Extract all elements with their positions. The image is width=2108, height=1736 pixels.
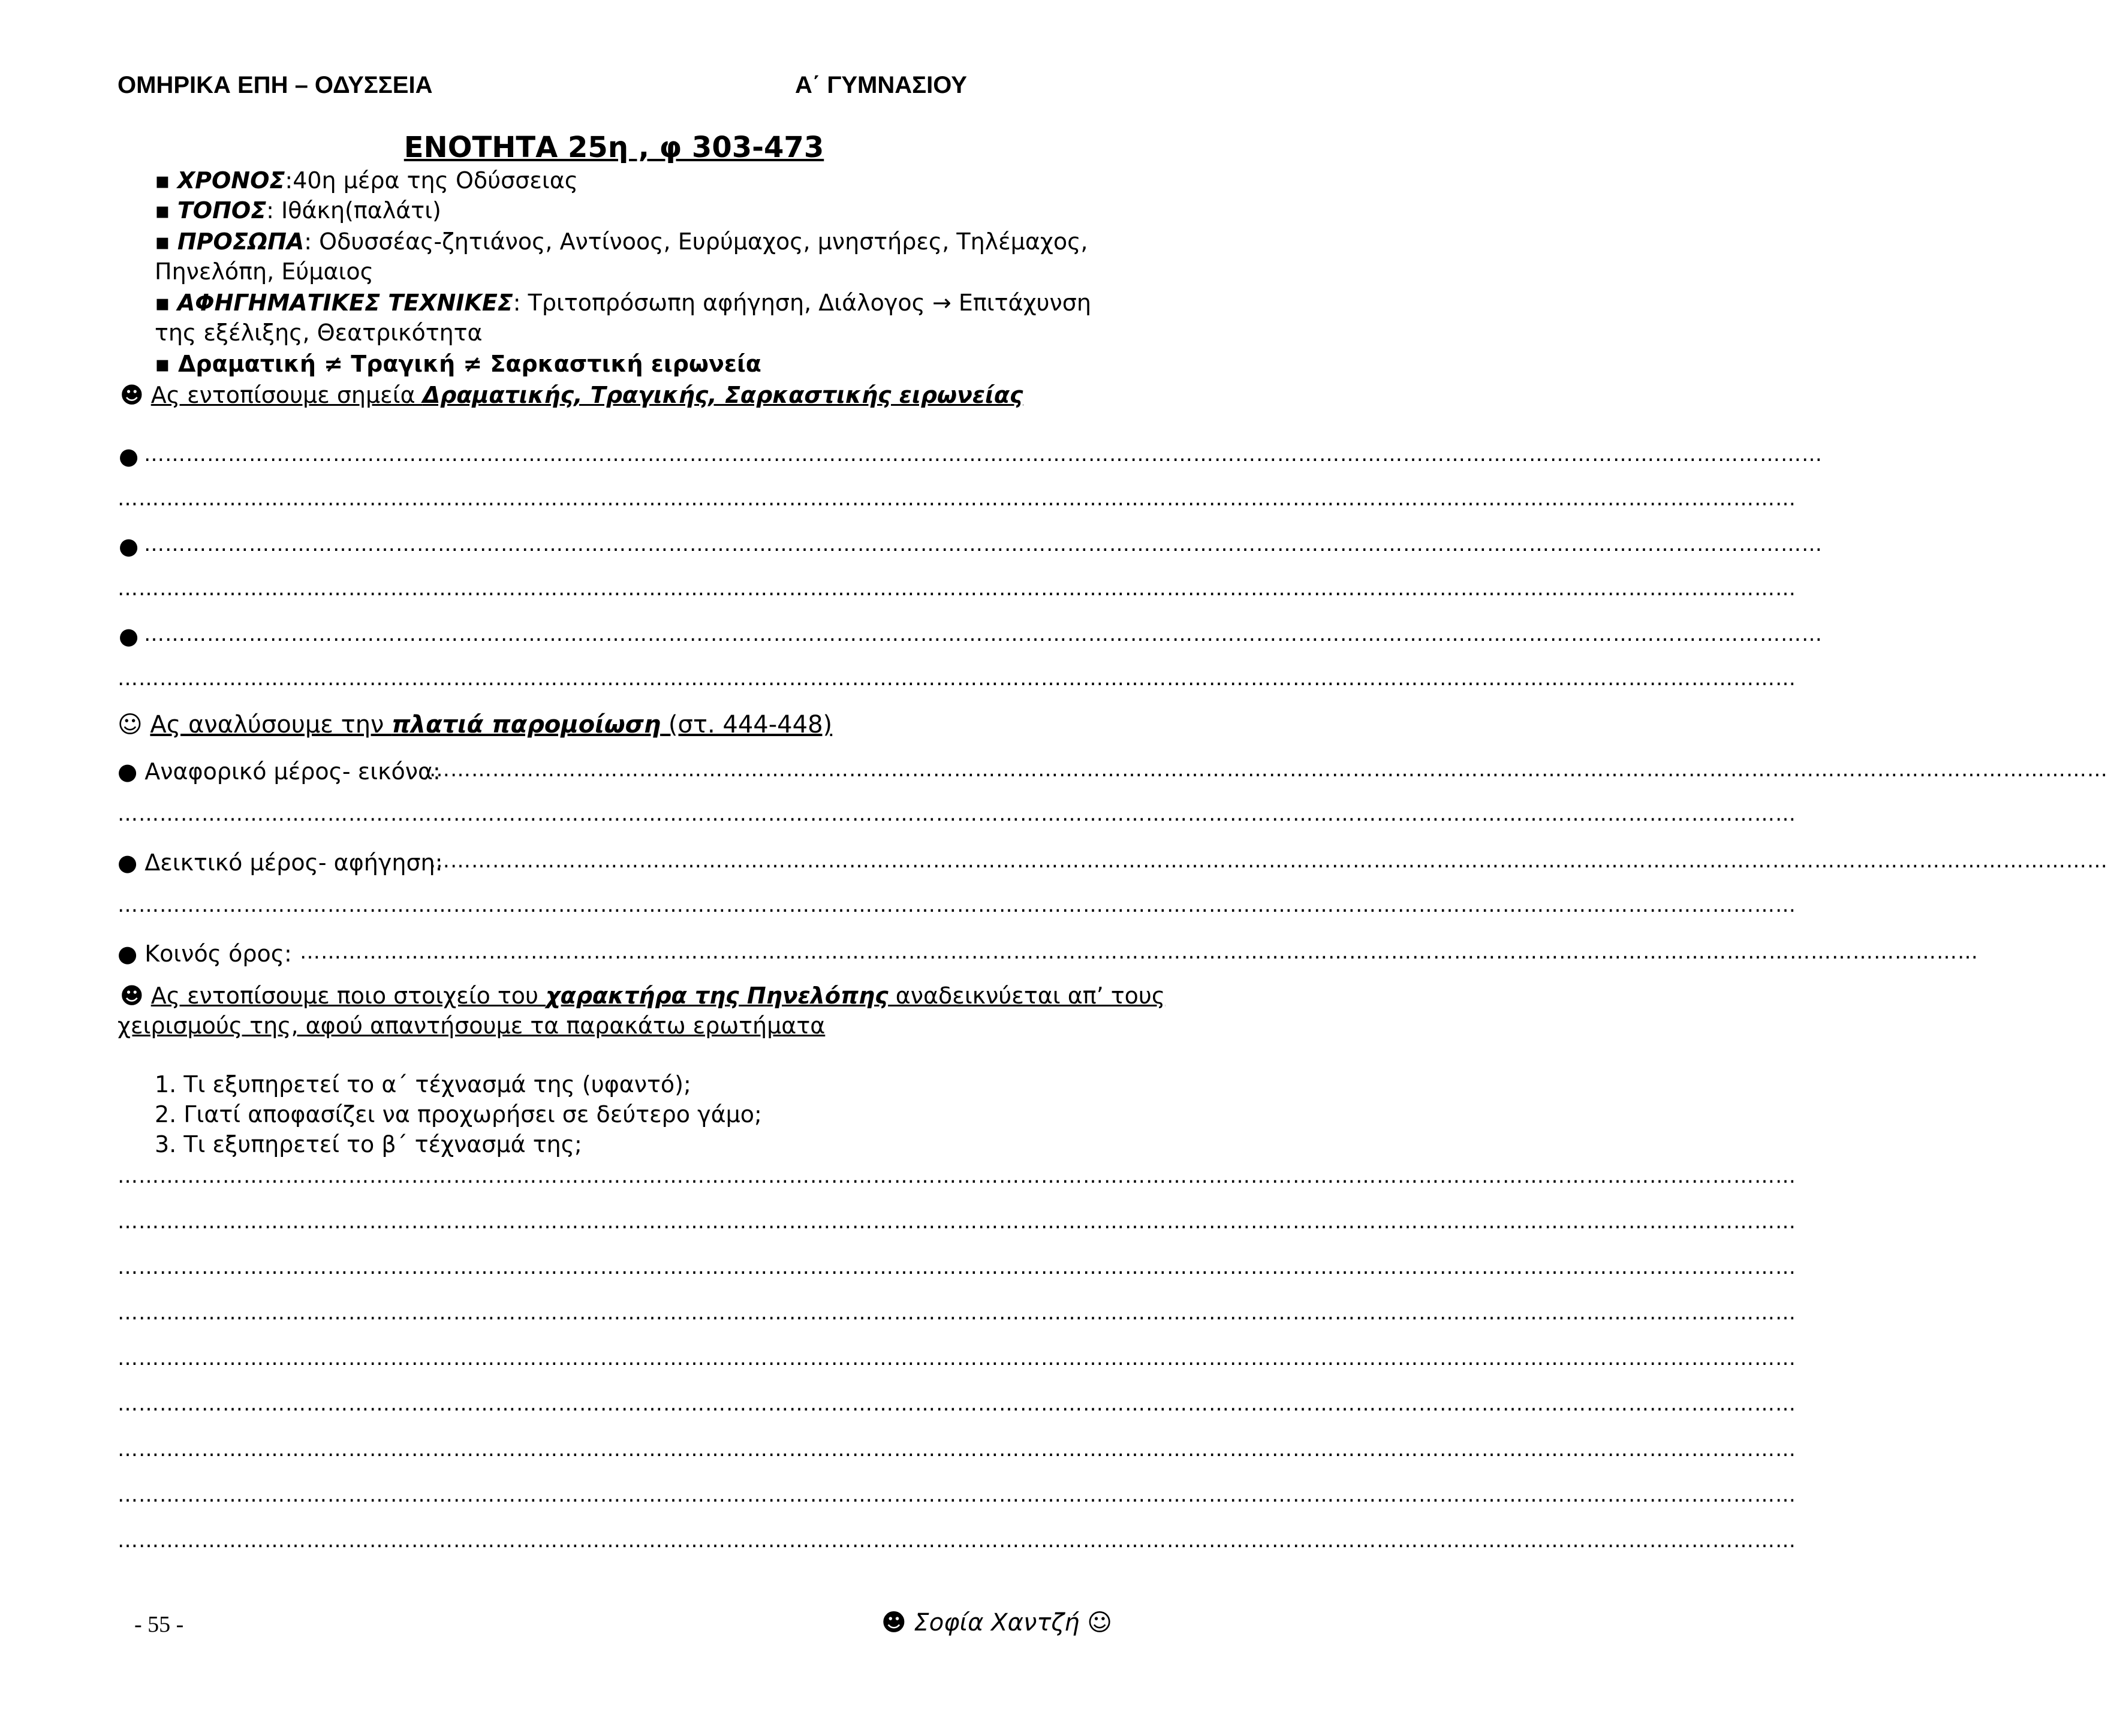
persons-value-cont: Πηνελόπη, Εύμαιος (155, 258, 374, 285)
task-irony (120, 380, 1023, 410)
smiley-black-icon: ☻ (120, 982, 144, 1009)
answer-line[interactable]: …………………………………………………………………………………………………………………………………………………………………………………………………………………… (118, 1529, 1796, 1553)
simile-ref-label: ● Αναφορικό μέρος- εικόνα: (118, 758, 441, 785)
bullet-marker-icon: ▪ (155, 228, 170, 255)
task-irony-emph: Δραματικής, Τραγικής, Σαρκαστικής ειρωνείας (422, 382, 1023, 408)
question-item: 1. Τι εξυπηρετεί το α΄ τέχνασμά της (υφαντό); (155, 1071, 691, 1098)
author-signature (881, 1609, 1112, 1636)
answer-line[interactable]: …………………………………………………………………………………………………………………………………………………………………………………………………………………… (118, 487, 1796, 511)
question-list (155, 1069, 762, 1159)
bullet-marker-icon: ▪ (155, 351, 170, 377)
task-simile-prefix: Ας αναλύσουμε την (150, 711, 392, 739)
header-right: Α΄ ΓΥΜΝΑΣΙΟΥ (795, 72, 967, 98)
smiley-black-icon: ☻ (120, 382, 144, 408)
task-character-emph: χαρακτήρα της Πηνελόπης (546, 982, 889, 1009)
answer-line[interactable]: …………………………………………………………………………………………………………………………………………………………………………………………………………………… (118, 667, 1796, 691)
bullet-marker-icon: ▪ (155, 290, 170, 316)
bullet-dot: ● (119, 623, 139, 649)
answer-line[interactable]: …………………………………………………………………………………………………………………………………………………………………………………………………………………… (144, 622, 1823, 646)
task-irony-prefix: Ας εντοπίσουμε σημεία (150, 382, 423, 408)
task-simile-emph: πλατιά παρομοίωση (392, 711, 661, 739)
time-value: :40η μέρα της Οδύσσειας (285, 167, 579, 194)
simile-common-label: ● Κοινός όρος: (118, 941, 292, 967)
narrative-label: ΑΦΗΓΗΜΑΤΙΚΕΣ ΤΕΧΝΙΚΕΣ (177, 290, 513, 316)
time-label: ΧΡΟΝΟΣ (177, 167, 285, 194)
task-simile (118, 710, 832, 740)
smiley-black-icon: ☻ (881, 1609, 907, 1636)
answer-line[interactable]: …………………………………………………………………………………………………………………………………………………………………………………………………………………… (118, 1346, 1796, 1370)
task-character (120, 981, 1165, 1011)
narrative-value: : Τριτοπρόσωπη αφήγηση, Διάλογος → Επιτάχυνση (513, 290, 1091, 316)
question-item: 3. Τι εξυπηρετεί το β΄ τέχνασμά της; (155, 1131, 582, 1158)
answer-line[interactable]: …………………………………………………………………………………………………………………………………………………………………………………………………………………… (429, 758, 2108, 782)
task-character-prefix: Ας εντοπίσουμε ποιο στοιχείο του (150, 982, 546, 1009)
narrative-value-cont: της εξέλιξης, Θεατρικότητα (155, 320, 483, 346)
place-label: ΤΟΠΟΣ (177, 197, 267, 224)
answer-line[interactable]: …………………………………………………………………………………………………………………………………………………………………………………………………………………… (144, 532, 1823, 556)
answer-line[interactable]: …………………………………………………………………………………………………………………………………………………………………………………………………………………… (118, 802, 1796, 826)
answer-line[interactable]: …………………………………………………………………………………………………………………………………………………………………………………………………………………… (118, 1392, 1796, 1416)
answer-line[interactable]: …………………………………………………………………………………………………………………………………………………………………………………………………………………… (300, 940, 1978, 964)
bullet-dot: ● (119, 443, 139, 469)
simile-dei-label: ● Δεικτικό μέρος- αφήγηση: (118, 849, 443, 876)
answer-line[interactable]: …………………………………………………………………………………………………………………………………………………………………………………………………………………… (429, 849, 2108, 873)
smiley-white-icon: ☺ (118, 711, 143, 739)
smiley-white-icon: ☺ (1087, 1609, 1112, 1636)
bullet-time (155, 165, 578, 195)
persons-value: : Οδυσσέας-ζητιάνος, Αντίνοος, Ευρύμαχος, μνηστήρες, Τηλέμαχος, (304, 228, 1088, 255)
bullet-persons (155, 227, 1088, 257)
place-value: : Ιθάκη(παλάτι) (266, 197, 441, 224)
answer-line[interactable]: …………………………………………………………………………………………………………………………………………………………………………………………………………………… (118, 1164, 1796, 1188)
question-item: 2. Γιατί αποφασίζει να προχωρήσει σε δεύτερο γάμο; (155, 1101, 762, 1128)
answer-line[interactable]: …………………………………………………………………………………………………………………………………………………………………………………………………………………… (118, 1210, 1796, 1234)
page-number: - 55 - (134, 1612, 184, 1637)
answer-line[interactable]: …………………………………………………………………………………………………………………………………………………………………………………………………………………… (118, 577, 1796, 601)
task-character-suffix: αναδεικνύεται απ’ τους (888, 982, 1166, 1009)
author-name: Σοφία Χαντζή (914, 1609, 1080, 1636)
answer-line[interactable]: …………………………………………………………………………………………………………………………………………………………………………………………………………………… (144, 442, 1823, 466)
bullet-place (155, 195, 441, 225)
bullet-marker-icon: ▪ (155, 167, 170, 194)
answer-line[interactable]: …………………………………………………………………………………………………………………………………………………………………………………………………………………… (118, 1483, 1796, 1507)
task-simile-suffix: (στ. 444-448) (661, 711, 833, 739)
answer-line[interactable]: …………………………………………………………………………………………………………………………………………………………………………………………………………………… (118, 1437, 1796, 1461)
header-left: ΟΜΗΡΙΚΑ ΕΠΗ – ΟΔΥΣΣΕΙΑ (118, 72, 433, 98)
task-character-line2: χειρισμούς της, αφού απαντήσουμε τα παρακάτω ερωτήματα (118, 1012, 826, 1039)
persons-label: ΠΡΟΣΩΠΑ (177, 228, 305, 255)
answer-line[interactable]: …………………………………………………………………………………………………………………………………………………………………………………………………………………… (118, 893, 1796, 917)
section-title: ΕΝΟΤΗΤΑ 25η , φ 303-473 (403, 131, 824, 164)
bullet-irony (155, 349, 761, 379)
bullet-dot: ● (119, 533, 139, 559)
answer-line[interactable]: …………………………………………………………………………………………………………………………………………………………………………………………………………………… (118, 1255, 1796, 1279)
bullet-marker-icon: ▪ (155, 197, 170, 224)
answer-line[interactable]: …………………………………………………………………………………………………………………………………………………………………………………………………………………… (118, 1301, 1796, 1325)
bullet-narrative (155, 288, 1091, 318)
irony-text: Δραματική ≠ Τραγική ≠ Σαρκαστική ειρωνεία (178, 351, 761, 377)
